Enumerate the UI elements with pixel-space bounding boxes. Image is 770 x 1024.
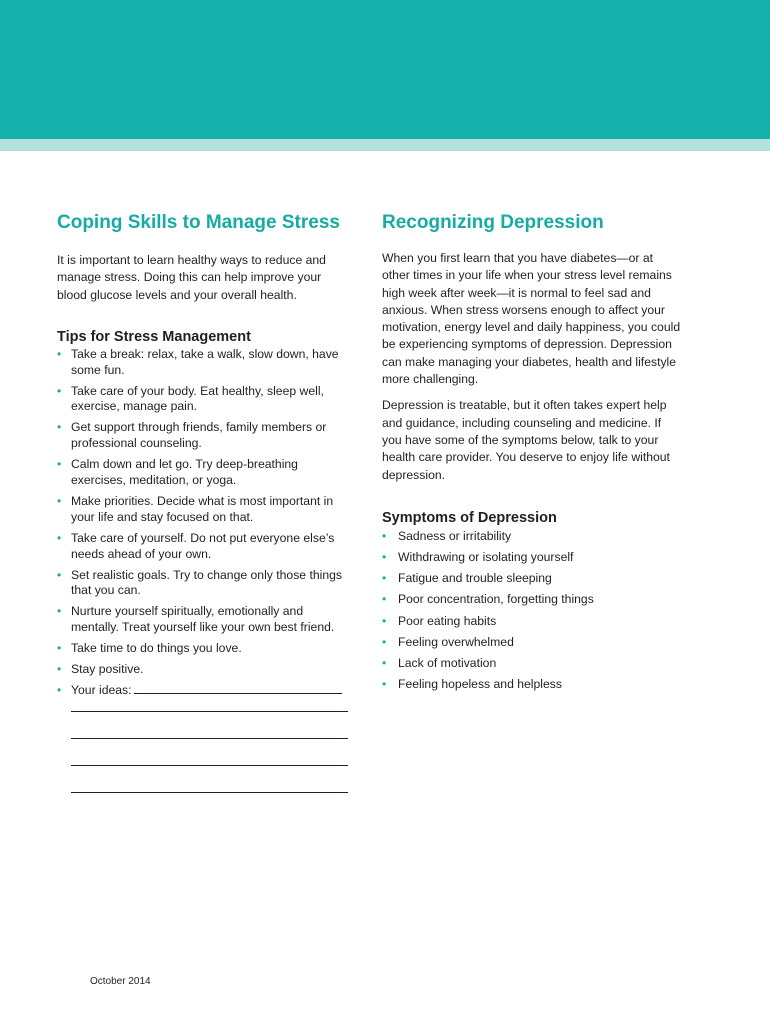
symptom-text: Feeling hopeless and helpless: [398, 677, 562, 692]
write-line[interactable]: [71, 710, 348, 712]
bullet-icon: •: [57, 604, 62, 619]
tip-text: Calm down and let go. Try deep-breathing exercises, meditation, or yoga.: [71, 457, 298, 488]
tip-item: [57, 531, 353, 563]
symptom-text: Fatigue and trouble sleeping: [398, 571, 552, 586]
symptom-item: [382, 528, 682, 544]
symptom-item: [382, 570, 682, 586]
bullet-icon: •: [57, 383, 62, 398]
ideas-write-lines: [57, 710, 353, 793]
depression-paragraph-2: Depression is treatable, but it often takes expert help and guidance, including counseling and medicine. If you have some of the symptoms below, talk to your health care provider. You deserve to enjoy life without depression.: [382, 398, 670, 482]
symptoms-heading: Symptoms of Depression: [382, 509, 557, 526]
tip-item: [57, 420, 353, 452]
footer-date: October 2014: [90, 976, 151, 987]
bullet-icon: •: [57, 641, 62, 656]
bullet-icon: •: [382, 634, 387, 649]
your-ideas-label: Your ideas:: [71, 683, 132, 698]
tip-item: [57, 568, 353, 600]
bullet-icon: •: [382, 550, 387, 565]
symptom-text: Sadness or irritability: [398, 528, 512, 543]
symptom-text: Withdrawing or isolating yourself: [398, 550, 574, 565]
symptom-item: [382, 655, 682, 671]
depression-column: [382, 208, 682, 697]
bullet-icon: •: [382, 528, 387, 543]
bullet-icon: •: [57, 662, 62, 677]
header-banner-stripe: [0, 139, 770, 151]
bullet-icon: •: [57, 457, 62, 472]
bullet-icon: •: [57, 683, 62, 698]
coping-skills-title: Coping Skills to Manage Stress: [57, 212, 340, 233]
tip-text: Take time to do things you love.: [71, 641, 242, 656]
tip-item: [57, 641, 353, 657]
depression-paragraph-1: When you first learn that you have diabetes—or at other times in your life when your stress level remains high week after week—it is normal to feel sad and anxious. When stress worsens enough to affect your motivation, energy level and daily happiness, you could be experiencing symptoms of depression. Depression can make managing your diabetes, health and lifestyle more challenging.: [382, 251, 681, 387]
tip-item: [57, 384, 353, 416]
your-ideas-write-line[interactable]: [134, 683, 342, 694]
tip-item: [57, 494, 353, 526]
bullet-icon: •: [57, 494, 62, 509]
tip-text: Take a break: relax, take a walk, slow down, have some fun.: [71, 346, 339, 377]
tips-list: [57, 347, 353, 699]
bullet-icon: •: [57, 346, 62, 361]
symptoms-list: [382, 528, 682, 692]
bullet-icon: •: [57, 567, 62, 582]
write-line[interactable]: [71, 791, 348, 793]
write-line[interactable]: [71, 737, 348, 739]
bullet-icon: •: [382, 677, 387, 692]
bullet-icon: •: [382, 613, 387, 628]
tip-item: [57, 662, 353, 678]
depression-title: Recognizing Depression: [382, 212, 604, 233]
tip-text: Make priorities. Decide what is most important in your life and stay focused on that.: [71, 494, 334, 524]
symptom-text: Poor eating habits: [398, 613, 497, 628]
tip-item-your-ideas: [57, 683, 353, 699]
bullet-icon: •: [382, 655, 387, 670]
bullet-icon: •: [382, 592, 387, 607]
tip-text: Get support through friends, family members or professional counseling.: [71, 420, 327, 451]
symptom-text: Poor concentration, forgetting things: [398, 592, 594, 607]
bullet-icon: •: [57, 530, 62, 545]
tip-item: [57, 457, 353, 489]
bullet-icon: •: [382, 571, 387, 586]
tip-text: Set realistic goals. Try to change only those things that you can.: [71, 567, 342, 598]
symptom-item: [382, 634, 682, 650]
tip-item: [57, 347, 353, 379]
tip-text: Take care of your body. Eat healthy, sleep well, exercise, manage pain.: [71, 383, 324, 414]
symptom-item: [382, 591, 682, 607]
symptom-item: [382, 549, 682, 565]
header-banner: [0, 0, 770, 139]
tip-text: Stay positive.: [71, 662, 144, 677]
tip-item: [57, 604, 353, 636]
tip-text: Take care of yourself. Do not put everyone else’s needs ahead of your own.: [71, 530, 335, 561]
symptom-item: [382, 676, 682, 692]
symptom-text: Lack of motivation: [398, 655, 497, 670]
symptom-text: Feeling overwhelmed: [398, 634, 514, 649]
symptom-item: [382, 613, 682, 629]
coping-skills-column: [57, 208, 353, 818]
write-line[interactable]: [71, 764, 348, 766]
tips-heading: Tips for Stress Management: [57, 328, 251, 345]
tip-text: Nurture yourself spiritually, emotionally and mentally. Treat yourself like your own best friend.: [71, 604, 335, 635]
bullet-icon: •: [57, 420, 62, 435]
coping-skills-intro: It is important to learn healthy ways to reduce and manage stress. Doing this can help improve your blood glucose levels and your overall health.: [57, 253, 326, 302]
